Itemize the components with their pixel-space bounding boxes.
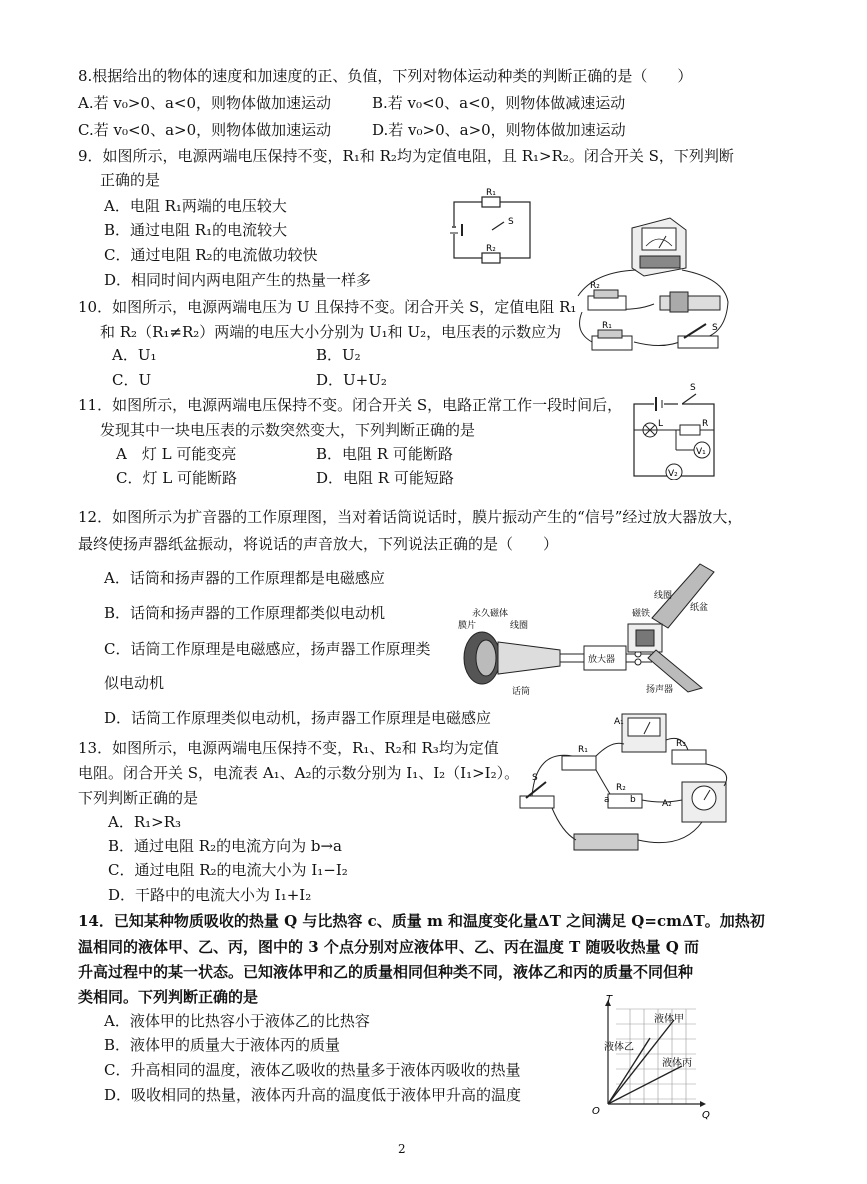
q14-stem-line4: 类相同。下列判断正确的是 (78, 988, 259, 1006)
q10-option-c: C．U (112, 371, 152, 389)
q9-option-b: B．通过电阻 R₁的电流较大 (104, 221, 288, 239)
q13-apparatus-diagram (512, 710, 738, 862)
q9-stem-line1: 9．如图所示，电源两端电压保持不变，R₁和 R₂均为定值电阻，且 R₁>R₂。闭合开关 S，下列判断 (78, 147, 734, 165)
q12-fig-coil2: 线圈 (654, 591, 673, 601)
q13-fig-a1: A₁ (614, 717, 624, 727)
q9-stem-line2: 正确的是 (100, 171, 161, 189)
page-number: 2 (398, 1142, 406, 1156)
q14-fig-axis-t: T (606, 994, 613, 1005)
q11-fig-l: L (658, 419, 664, 429)
q12-fig-mic: 话筒 (512, 687, 531, 697)
q12-fig-coil1: 线圈 (510, 621, 529, 631)
q12-fig-amp: 放大器 (588, 655, 616, 665)
q9-circuit-diagram (448, 188, 538, 270)
q14-option-b: B．液体甲的质量大于液体丙的质量 (104, 1036, 341, 1054)
q9-option-d: D．相同时间内两电阻产生的热量一样多 (104, 271, 372, 289)
q11-option-a: A 灯 L 可能变亮 (116, 445, 237, 463)
q11-fig-v2: V₂ (668, 469, 678, 479)
q8-stem: 8.根据给出的物体的速度和加速度的正、负值，下列对物体运动种类的判断正确的是（ ） (78, 67, 693, 85)
q9-option-a: A．电阻 R₁两端的电压较大 (104, 197, 287, 215)
q13-option-d: D．干路中的电流大小为 I₁+I₂ (108, 886, 312, 904)
q10-option-a: A．U₁ (112, 346, 157, 364)
q10-option-d: D．U+U₂ (316, 371, 387, 389)
q9-fig-r1: R₁ (486, 188, 496, 198)
q9-fig-s: S (508, 217, 514, 227)
q10-option-b: B．U₂ (316, 346, 361, 364)
q12-stem-line1: 12．如图所示为扩音器的工作原理图，当对着话筒说话时，膜片振动产生的“信号”经过放大器放大， (78, 508, 743, 526)
q13-fig-s: S (532, 773, 538, 783)
q12-option-c-line1: C．话筒工作原理是电磁感应，扬声器工作原理类 (104, 640, 431, 658)
q13-option-b: B．通过电阻 R₂的电流方向为 b→a (108, 837, 342, 855)
q14-fig-label-jia: 液体甲 (654, 1014, 684, 1025)
q11-fig-s: S (690, 383, 696, 393)
q14-option-d: D．吸收相同的热量，液体丙升高的温度低于液体甲升高的温度 (104, 1086, 522, 1104)
q11-fig-v1: V₁ (696, 447, 706, 457)
q12-stem-line2: 最终使扬声器纸盆振动，将说话的声音放大，下列说法正确的是（ ） (78, 535, 559, 553)
q11-option-c: C．灯 L 可能断路 (116, 469, 237, 487)
q14-fig-label-yi: 液体乙 (604, 1042, 634, 1053)
q10-stem-line2: 和 R₂（R₁≠R₂）两端的电压大小分别为 U₁和 U₂，电压表的示数应为 (100, 323, 562, 341)
q13-fig-r2: R₂ (616, 783, 626, 793)
q12-fig-magnet: 永久磁体 (472, 609, 509, 619)
q12-amplifier-diagram (452, 558, 742, 700)
q13-option-a: A．R₁>R₃ (108, 813, 182, 831)
q8-option-b: B.若 v₀<0、a<0，则物体做减速运动 (372, 94, 626, 112)
q8-option-c: C.若 v₀<0、a>0，则物体做加速运动 (78, 121, 332, 139)
q12-option-b: B．话筒和扬声器的工作原理都类似电动机 (104, 604, 386, 622)
q14-fig-axis-q: Q (702, 1110, 710, 1120)
q12-option-d: D．话筒工作原理类似电动机，扬声器工作原理是电磁感应 (104, 709, 492, 727)
q14-option-c: C．升高相同的温度，液体乙吸收的热量多于液体丙吸收的热量 (104, 1061, 521, 1079)
q13-stem-line1: 13．如图所示，电源两端电压保持不变，R₁、R₂和 R₃均为定值 (78, 739, 499, 757)
q12-fig-cone: 纸盆 (690, 603, 709, 613)
q14-option-a: A．液体甲的比热容小于液体乙的比热容 (104, 1012, 370, 1030)
q11-fig-r: R (702, 419, 709, 429)
q14-stem-line3: 升高过程中的某一状态。已知液体甲和乙的质量相同但种类不同，液体乙和丙的质量不同但种 (78, 963, 694, 981)
q12-fig-speaker: 扬声器 (646, 685, 674, 695)
q14-stem-line1: 14．已知某种物质吸收的热量 Q 与比热容 c、质量 m 和温度变化量ΔT 之间满足 Q=cmΔT。加热初 (78, 912, 765, 930)
q9-fig-r2: R₂ (486, 244, 496, 254)
q13-stem-line2: 电阻。闭合开关 S，电流表 A₁、A₂的示数分别为 I₁、I₂（I₁>I₂）。 (78, 764, 520, 782)
q14-fig-label-bing: 液体丙 (662, 1058, 692, 1069)
q12-option-a: A．话筒和扬声器的工作原理都是电磁感应 (104, 569, 385, 587)
q11-stem-line1: 11．如图所示，电源两端电压保持不变。闭合开关 S，电路正常工作一段时间后， (78, 396, 623, 414)
q10-apparatus-diagram (574, 212, 732, 360)
q13-fig-a2: A₂ (662, 799, 672, 809)
q11-circuit-diagram (626, 380, 726, 480)
q13-fig-a: a (604, 795, 610, 805)
q13-fig-r1: R₁ (578, 745, 588, 755)
q13-fig-r3: R₃ (676, 739, 686, 749)
q10-stem-line1: 10．如图所示，电源两端电压为 U 且保持不变。闭合开关 S，定值电阻 R₁ (78, 298, 577, 316)
q10-fig-r2: R₂ (590, 281, 600, 291)
q12-option-c-line2: 似电动机 (104, 674, 165, 692)
q12-fig-diaphragm: 膜片 (458, 621, 477, 631)
q13-stem-line3: 下列判断正确的是 (78, 789, 199, 807)
q9-option-c: C．通过电阻 R₂的电流做功较快 (104, 246, 318, 264)
q11-option-d: D．电阻 R 可能短路 (316, 469, 454, 487)
q13-option-c: C．通过电阻 R₂的电流大小为 I₁−I₂ (108, 861, 348, 879)
q10-fig-s: S (712, 323, 718, 333)
q11-option-b: B．电阻 R 可能断路 (316, 445, 453, 463)
q14-temperature-heat-graph (586, 994, 726, 1120)
q10-fig-r1: R₁ (602, 321, 612, 331)
q14-fig-origin: O (592, 1106, 600, 1117)
q14-stem-line2: 温相同的液体甲、乙、丙，图中的 3 个点分别对应液体甲、乙、丙在温度 T 随吸收热量 Q 而 (78, 938, 700, 956)
q8-option-a: A.若 v₀>0、a<0，则物体做加速运动 (78, 94, 332, 112)
q11-stem-line2: 发现其中一块电压表的示数突然变大，下列判断正确的是 (100, 421, 476, 439)
q13-fig-b: b (630, 795, 636, 805)
q12-fig-iron: 磁铁 (632, 609, 651, 619)
q8-option-d: D.若 v₀>0、a>0，则物体做加速运动 (372, 121, 626, 139)
